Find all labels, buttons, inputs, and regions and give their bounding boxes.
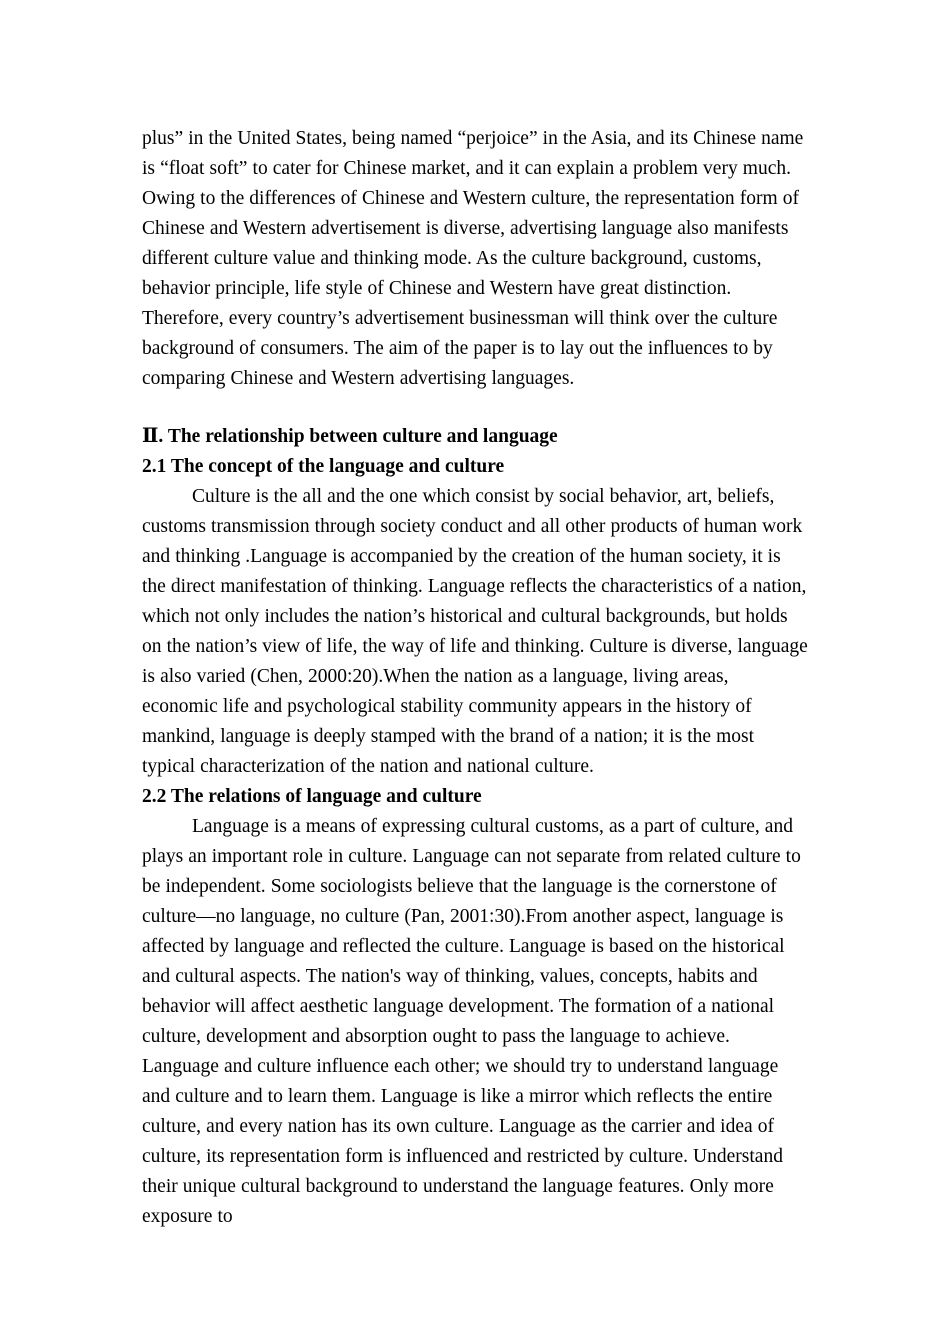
subsection-heading-2-1: 2.1 The concept of the language and culture — [142, 456, 505, 477]
paragraph-intro-continued: plus” in the United States, being named “perjoice” in the Asia, and its Chinese name is “float soft” to cater for Chinese market, and it can explain a problem very much. Owing to the differences of Chinese and Western culture, the representation form of Chinese and Western advertisement is diverse, advertising language also manifests different culture value and thinking mode. As the culture background, customs, behavior principle, life style of Chinese and Western have great distinction. Therefore, every country’s advertisement businessman will think over the culture background of consumers. The aim of the paper is to lay out the influences to by comparing Chinese and Western advertising languages. — [142, 128, 804, 389]
paragraph-relations-of-language-and-culture: Language is a means of expressing cultural customs, as a part of culture, and plays an important role in culture. Language can not separate from related culture to be independent. Some sociologists believe that the language is the cornerstone of culture—no language, no culture (Pan, 2001:30).From another aspect, language is affected by language and reflected the culture. Language is based on the historical and cultural aspects. The nation's way of thinking, values, concepts, habits and behavior will affect aesthetic language development. The formation of a national culture, development and absorption ought to pass the language to achieve. Language and culture influence each other; we should try to understand language and culture and to learn them. Language is like a mirror which reflects the entire culture, and every nation has its own culture. Language as the carrier and idea of culture, its representation form is influenced and restricted by culture. Understand their unique cultural background to understand the language features. Only more exposure to — [142, 816, 801, 1227]
paragraph-concept-of-language-and-culture: Culture is the all and the one which consist by social behavior, art, beliefs, customs transmission through society conduct and all other products of human work and thinking .Language is accompanied by the creation of the human society, it is the direct manifestation of thinking. Language reflects the characteristics of a nation, which not only includes the nation’s historical and cultural backgrounds, but holds on the nation’s view of life, the way of life and thinking. Culture is diverse, language is also varied (Chen, 2000:20).When the nation as a language, living areas, economic life and psychological stability community appears in the history of mankind, language is deeply stamped with the brand of a nation; it is the most typical characterization of the nation and national culture. — [142, 486, 808, 777]
document-text-column — [142, 124, 808, 1232]
subsection-heading-2-2: 2.2 The relations of language and culture — [142, 786, 482, 807]
section-heading-2: Ⅱ. The relationship between culture and language — [142, 426, 558, 447]
blank-line-before-section-two — [142, 394, 808, 422]
